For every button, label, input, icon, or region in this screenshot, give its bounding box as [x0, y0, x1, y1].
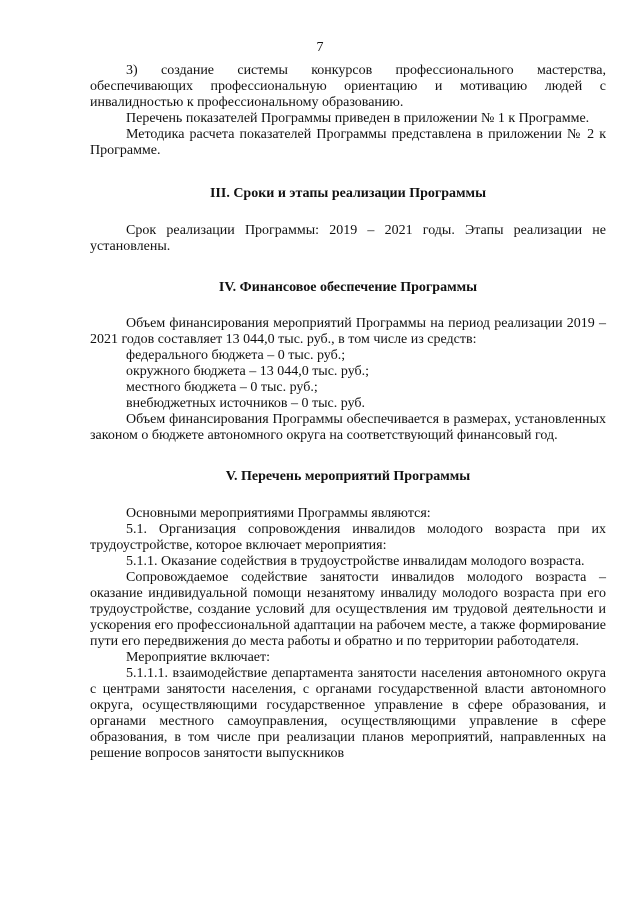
paragraph: Сопровождаемое содействие занятости инвалидов молодого возраста – оказание индивидуальной помощи незанятому инвалиду молодого возраста при его трудоустройстве, создание условий для осуществления им трудовой деятельности и ускорения его профессиональной адаптации на рабочем месте, а также формирование пути его передвижения до места работы и обратно и по территории работодателя. [90, 570, 606, 649]
paragraph: Основными мероприятиями Программы являются: [126, 506, 431, 521]
list-item: внебюджетных источников – 0 тыс. руб. [126, 396, 366, 411]
paragraph: 3) создание системы конкурсов профессионального мастерства, обеспечивающих профессиональную ориентацию и мотивацию людей с инвалидностью к профессиональному образованию. [90, 63, 606, 110]
paragraph: Перечень показателей Программы приведен в приложении № 1 к Программе. [126, 111, 590, 126]
list-item: местного бюджета – 0 тыс. руб.; [126, 380, 318, 395]
paragraph: Объем финансирования мероприятий Программы на период реализации 2019 – 2021 годов составляет 13 044,0 тыс. руб., в том числе из средств: [90, 316, 606, 347]
paragraph: Срок реализации Программы: 2019 – 2021 годы. Этапы реализации не установлены. [90, 223, 606, 254]
section-heading: III. Сроки и этапы реализации Программы [209, 186, 487, 201]
paragraph: 5.1. Организация сопровождения инвалидов молодого возраста при их трудоустройстве, которое включает мероприятия: [90, 522, 606, 553]
list-item: федерального бюджета – 0 тыс. руб.; [126, 348, 346, 363]
list-item: окружного бюджета – 13 044,0 тыс. руб.; [126, 364, 370, 379]
document-body [90, 63, 606, 762]
section-heading: V. Перечень мероприятий Программы [225, 469, 471, 484]
paragraph: Методика расчета показателей Программы представлена в приложении № 2 к Программе. [90, 127, 606, 158]
paragraph: 5.1.1. Оказание содействия в трудоустройстве инвалидам молодого возраста. [126, 554, 585, 569]
section-heading: IV. Финансовое обеспечение Программы [218, 280, 478, 295]
paragraph: Объем финансирования Программы обеспечивается в размерах, установленных законом о бюджете автономного округа на соответствующий финансовый год. [90, 412, 606, 443]
paragraph: 5.1.1.1. взаимодействие департамента занятости населения автономного округа с центрами занятости населения, с органами государственной власти автономного округа, осуществляющими государственное управление в сфере образования, и органами местного самоуправления, осуществляющими управление в сфере образования, в том числе при реализации планов мероприятий, направленных на решение вопросов занятости выпускников [90, 666, 606, 761]
paragraph: Мероприятие включает: [126, 650, 271, 665]
page-number: 7 [316, 40, 324, 55]
